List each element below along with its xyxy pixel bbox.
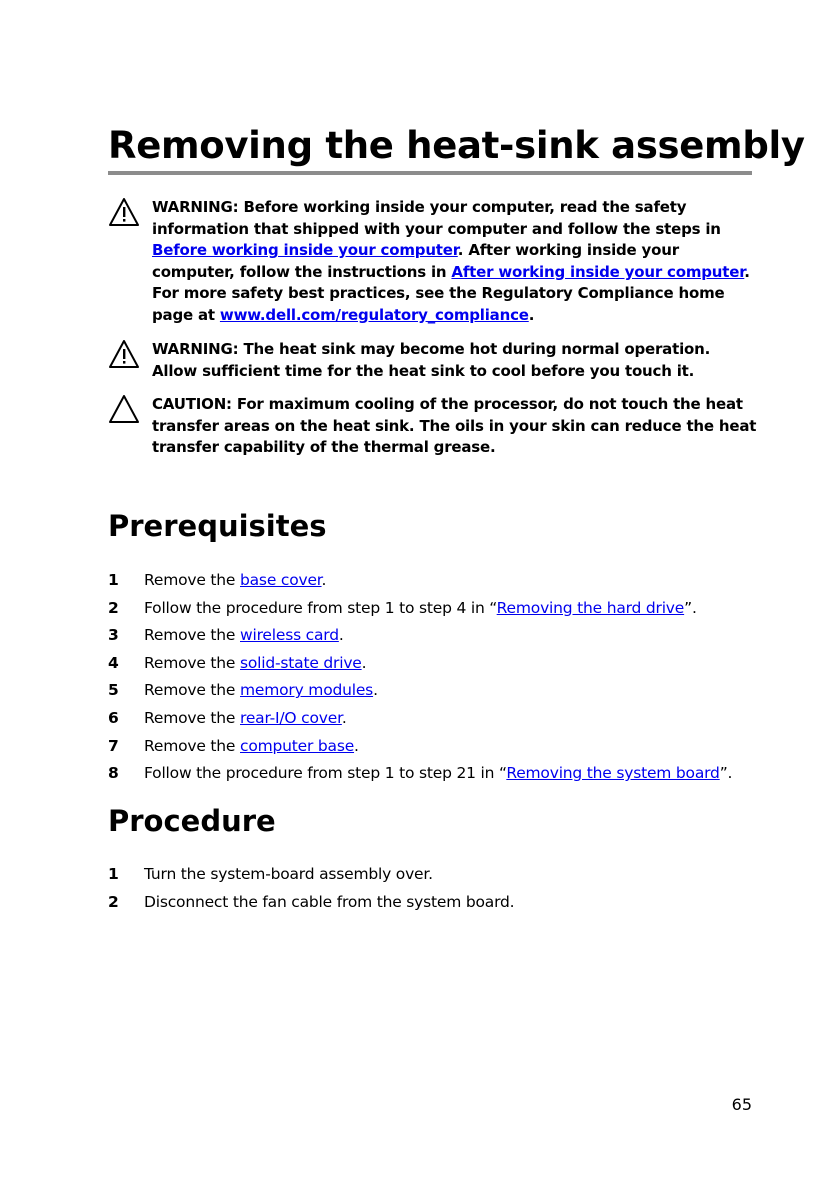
list-item: 2 Disconnect the fan cable from the system board.	[108, 892, 515, 911]
list-item: 1 Turn the system-board assembly over.	[108, 865, 433, 883]
caution-notice-cooling: CAUTION: For maximum cooling of the processor, do not touch the heat transfer areas on the heat sink. The oils in your skin can reduce the heat transfer capability of the thermal grease.	[108, 394, 758, 459]
caution-triangle-icon	[108, 394, 140, 424]
link-before-working[interactable]: Before working inside your computer	[152, 241, 458, 260]
notice-label: CAUTION:	[152, 395, 232, 413]
list-item: 3 Remove the wireless card.	[108, 626, 344, 645]
page-number: 65	[731, 1095, 752, 1114]
page-title: Removing the heat-sink assembly	[108, 124, 805, 167]
list-item: 4 Remove the solid-state drive.	[108, 653, 367, 672]
link-after-working[interactable]: After working inside your computer	[451, 262, 745, 281]
link-regulatory-compliance[interactable]: www.dell.com/regulatory_compliance	[219, 305, 529, 324]
list-item: 1 Remove the base cover.	[108, 571, 327, 589]
list-item: 2 Follow the procedure from step 1 to step 4 in “Removing the hard drive”.	[108, 598, 697, 617]
link-removing-hard-drive[interactable]: Removing the hard drive	[496, 598, 685, 617]
notice-label: WARNING:	[152, 340, 239, 358]
link-wireless-card[interactable]: wireless card	[240, 626, 339, 645]
prerequisites-list	[108, 571, 768, 792]
procedure-list	[108, 865, 768, 920]
link-base-cover[interactable]: base cover	[240, 571, 322, 589]
warning-notice-heat: WARNING: The heat sink may become hot during normal operation. Allow sufficient time for the heat sink to cool before you touch it.	[108, 339, 758, 382]
title-rule	[108, 171, 752, 175]
list-item: 6 Remove the rear-I/O cover.	[108, 708, 347, 727]
link-computer-base[interactable]: computer base	[240, 736, 355, 755]
list-item: 5 Remove the memory modules.	[108, 681, 378, 700]
warning-triangle-icon	[108, 339, 140, 369]
procedure-heading: Procedure	[108, 804, 276, 838]
warning-triangle-icon	[108, 197, 140, 227]
link-rear-io-cover[interactable]: rear-I/O cover	[240, 708, 342, 727]
list-item: 8 Follow the procedure from step 1 to step 21 in “Removing the system board”.	[108, 764, 733, 783]
warning-notice-safety: WARNING: Before working inside your computer, read the safety information that shipped with your computer and follow the steps in Before working inside your computer. After working inside your computer, follow the instructions in After working inside your computer. For more safety best practices, see the Regulatory Compliance home page at www.dell.com/regulatory_compliance.	[108, 197, 758, 327]
prerequisites-heading: Prerequisites	[108, 509, 327, 543]
link-removing-system-board[interactable]: Removing the system board	[506, 764, 720, 783]
notice-label: WARNING:	[152, 198, 239, 216]
link-memory-modules[interactable]: memory modules	[240, 681, 374, 700]
link-solid-state-drive[interactable]: solid-state drive	[240, 653, 362, 672]
list-item: 7 Remove the computer base.	[108, 736, 359, 755]
